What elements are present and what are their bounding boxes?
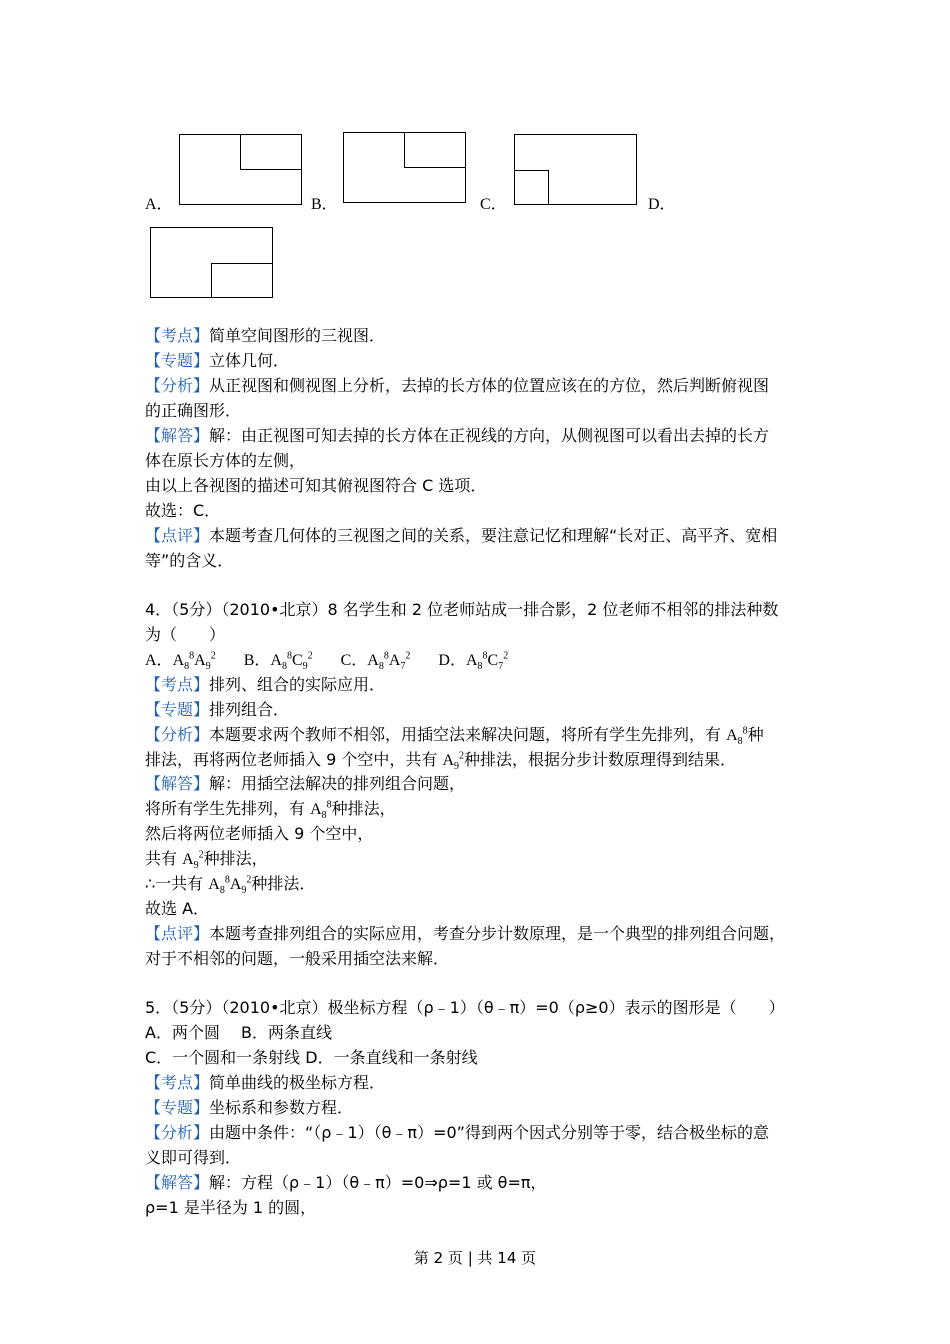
q4-jieda-2: 将所有学生先排列，有 $A_8^8$种排法， bbox=[145, 799, 396, 822]
q4-zhuanti: 【专题】排列组合． bbox=[145, 700, 290, 719]
q4-options bbox=[145, 650, 508, 672]
q4-option-b: B．$A_8^8C_9^2$ bbox=[243, 650, 313, 673]
option-d-label: D． bbox=[648, 196, 676, 213]
q5-jieda-2: ρ=1 是半径为 1 的圆， bbox=[145, 1198, 317, 1217]
q3-fenxi: 【分析】从正视图和侧视图上分析，去掉的长方体的位置应该在的方位，然后判断俯视图 bbox=[145, 376, 770, 395]
q4-stem: 4．（5分）（2010•北京）8 名学生和 2 位老师站成一排合影，2 位老师不相邻的排法种数 bbox=[145, 600, 779, 619]
figure-option-b bbox=[343, 132, 466, 203]
q4-fenxi-cont: 排法，再将两位老师插入 9 个空中，共有 $A_9^2$种排法，根据分步计数原理得到结果． bbox=[145, 750, 737, 773]
q4-stem-cont: 为（ ） bbox=[145, 625, 226, 644]
q4-option-a: A．$A_8^8A_9^2$ bbox=[145, 650, 216, 673]
q3-zhuanti: 【专题】立体几何． bbox=[145, 351, 290, 370]
q4-option-d: D．$A_8^8C_7^2$ bbox=[438, 650, 509, 673]
q5-jieda: 【解答】解：方程（ρ﹣1）（θ﹣π）=0⇒ρ=1 或 θ=π， bbox=[145, 1173, 547, 1192]
q5-fenxi-cont: 义即可得到． bbox=[145, 1148, 242, 1167]
option-a-label: A． bbox=[145, 196, 173, 213]
q3-dianping: 【点评】本题考查几何体的三视图之间的关系，要注意记忆和理解“长对正、高平齐、宽相 bbox=[145, 526, 778, 545]
q3-fenxi-cont: 的正确图形． bbox=[145, 401, 242, 420]
q5-fenxi: 【分析】由题中条件：“（ρ﹣1）（θ﹣π）=0”得到两个因式分别等于零，结合极坐标的意 bbox=[145, 1123, 769, 1142]
q3-jieda-2: 体在原长方体的左侧， bbox=[145, 451, 306, 470]
q4-jieda: 【解答】解：用插空法解决的排列组合问题， bbox=[145, 774, 466, 793]
q4-option-c: C．$A_8^8A_7^2$ bbox=[340, 650, 411, 673]
figure-option-a bbox=[179, 134, 302, 205]
page-footer: 第 2 页 | 共 14 页 bbox=[413, 1249, 537, 1267]
figure-option-c bbox=[514, 134, 637, 205]
q4-fenxi: 【分析】本题要求两个教师不相邻，用插空法来解决问题，将所有学生先排列，有 $A_8^8$种 bbox=[145, 725, 764, 748]
figure-option-d bbox=[150, 227, 273, 298]
q4-dianping: 【点评】本题考查排列组合的实际应用，考查分步计数原理，是一个典型的排列组合问题， bbox=[145, 924, 786, 943]
q5-stem: 5．（5分）（2010•北京）极坐标方程（ρ﹣1）（θ﹣π）=0（ρ≥0）表示的图形是（ ） bbox=[145, 998, 785, 1017]
q5-options-ab: A．两个圆 B．两条直线 bbox=[145, 1023, 333, 1042]
q3-jieda: 【解答】解：由正视图可知去掉的长方体在正视线的方向，从侧视图可以看出去掉的长方 bbox=[145, 426, 770, 445]
q4-jieda-5: ∴一共有 $A_8^8A_9^2$种排法． bbox=[145, 874, 316, 897]
q5-zhuanti: 【专题】坐标系和参数方程． bbox=[145, 1098, 354, 1117]
q3-dianping-cont: 等”的含义． bbox=[145, 551, 234, 570]
q5-options-cd: C．一个圆和一条射线 D．一条直线和一条射线 bbox=[145, 1048, 478, 1067]
q3-jieda-3: 由以上各视图的描述可知其俯视图符合 C 选项． bbox=[145, 476, 487, 495]
option-b-label: B． bbox=[311, 196, 338, 213]
q4-kaodian: 【考点】排列、组合的实际应用． bbox=[145, 675, 386, 694]
q5-kaodian: 【考点】简单曲线的极坐标方程． bbox=[145, 1073, 386, 1092]
q4-dianping-cont: 对于不相邻的问题，一般采用插空法来解． bbox=[145, 949, 450, 968]
q3-jieda-4: 故选：C． bbox=[145, 501, 221, 520]
option-c-label: C． bbox=[480, 196, 507, 213]
q4-jieda-3: 然后将两位老师插入 9 个空中， bbox=[145, 824, 374, 843]
q4-jieda-4: 共有 $A_9^2$种排法， bbox=[145, 849, 268, 872]
q4-jieda-6: 故选 A． bbox=[145, 899, 210, 918]
q3-kaodian: 【考点】简单空间图形的三视图． bbox=[145, 326, 386, 345]
